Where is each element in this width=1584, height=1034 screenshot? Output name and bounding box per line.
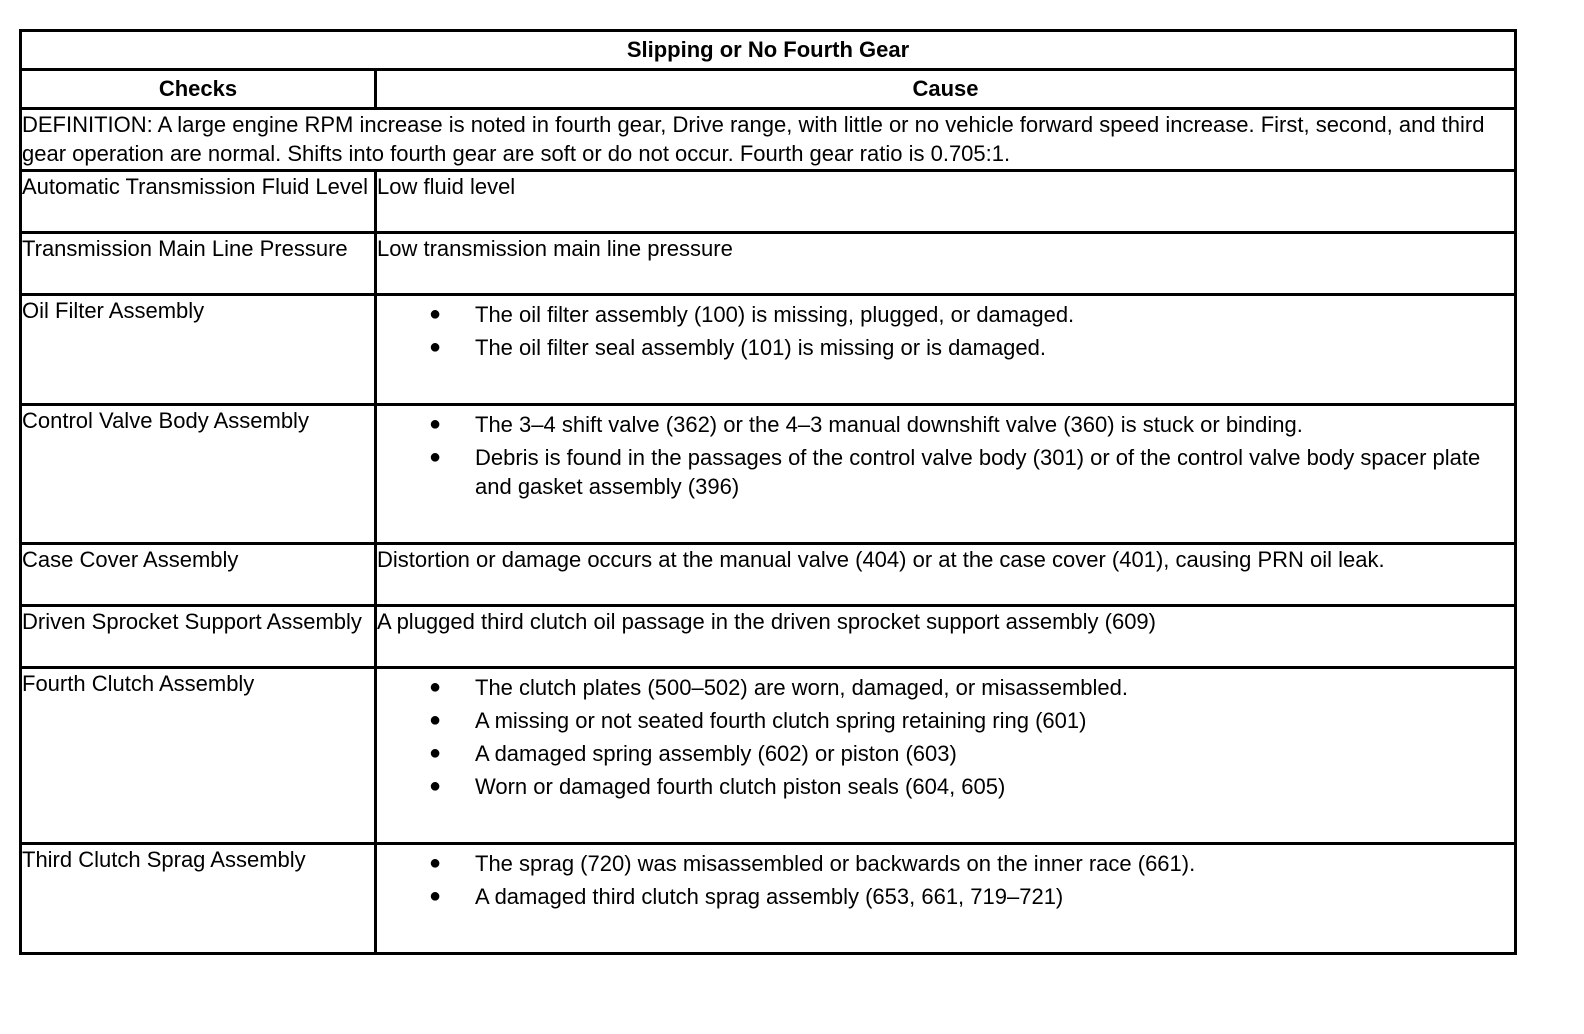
check-cell: Driven Sprocket Support Assembly <box>21 606 376 668</box>
check-cell: Control Valve Body Assembly <box>21 405 376 544</box>
table-row <box>21 295 1516 405</box>
table-row <box>21 171 1516 233</box>
definition-text: DEFINITION: A large engine RPM increase is noted in fourth gear, Drive range, with little or no vehicle forward speed increase. First, second, and third gear operation are normal. Shifts into fourth gear are soft or do not occur. Fourth gear ratio is 0.705:1. <box>21 109 1516 171</box>
table-row <box>21 668 1516 844</box>
bullet-text: The clutch plates (500–502) are worn, damaged, or misassembled. <box>475 675 1129 700</box>
list-item <box>377 882 1514 911</box>
list-item <box>377 443 1514 501</box>
table-row <box>21 405 1516 544</box>
bullet-icon: ● <box>429 742 442 764</box>
table-row <box>21 233 1516 295</box>
cause-cell <box>376 668 1516 844</box>
bullet-icon: ● <box>429 709 442 731</box>
check-cell: Oil Filter Assembly <box>21 295 376 405</box>
bullet-icon: ● <box>429 336 442 358</box>
bullet-text: The oil filter assembly (100) is missing, plugged, or damaged. <box>475 302 1075 327</box>
list-item <box>377 739 1514 768</box>
bullet-icon: ● <box>429 775 442 797</box>
cause-bullet-list <box>377 849 1514 911</box>
table-title: Slipping or No Fourth Gear <box>21 31 1516 70</box>
cause-cell: Low fluid level <box>376 171 1516 233</box>
column-header-checks: Checks <box>21 70 376 109</box>
column-header-cause: Cause <box>376 70 1516 109</box>
check-cell: Fourth Clutch Assembly <box>21 668 376 844</box>
bullet-text: The oil filter seal assembly (101) is missing or is damaged. <box>475 335 1047 360</box>
table-row <box>21 844 1516 954</box>
cause-cell <box>376 844 1516 954</box>
bullet-icon: ● <box>429 885 442 907</box>
bullet-text: The sprag (720) was misassembled or backwards on the inner race (661). <box>475 851 1196 876</box>
cause-cell: A plugged third clutch oil passage in the driven sprocket support assembly (609) <box>376 606 1516 668</box>
bullet-text: Debris is found in the passages of the control valve body (301) or of the control valve body spacer plate and gasket assembly (396) <box>475 445 1481 499</box>
cause-bullet-list <box>377 300 1514 362</box>
header-row <box>21 70 1516 109</box>
cause-cell <box>376 405 1516 544</box>
title-row <box>21 31 1516 70</box>
cause-bullet-list <box>377 410 1514 501</box>
bullet-icon: ● <box>429 676 442 698</box>
bullet-text: A damaged third clutch sprag assembly (653, 661, 719–721) <box>475 884 1064 909</box>
check-cell: Automatic Transmission Fluid Level <box>21 171 376 233</box>
check-cell: Transmission Main Line Pressure <box>21 233 376 295</box>
bullet-icon: ● <box>429 303 442 325</box>
list-item <box>377 300 1514 329</box>
table-row <box>21 606 1516 668</box>
check-cell: Case Cover Assembly <box>21 544 376 606</box>
bullet-text: A missing or not seated fourth clutch spring retaining ring (601) <box>475 708 1087 733</box>
cause-cell: Distortion or damage occurs at the manual valve (404) or at the case cover (401), causing PRN oil leak. <box>376 544 1516 606</box>
cause-cell: Low transmission main line pressure <box>376 233 1516 295</box>
bullet-icon: ● <box>429 413 442 435</box>
cause-cell <box>376 295 1516 405</box>
table-row <box>21 544 1516 606</box>
bullet-text: Worn or damaged fourth clutch piston seals (604, 605) <box>475 774 1006 799</box>
bullet-text: A damaged spring assembly (602) or piston (603) <box>475 741 957 766</box>
cause-bullet-list <box>377 673 1514 801</box>
list-item <box>377 333 1514 362</box>
list-item <box>377 673 1514 702</box>
list-item <box>377 706 1514 735</box>
bullet-icon: ● <box>429 446 442 468</box>
check-cell: Third Clutch Sprag Assembly <box>21 844 376 954</box>
diagnostic-table <box>19 29 1517 955</box>
bullet-icon: ● <box>429 852 442 874</box>
list-item <box>377 849 1514 878</box>
bullet-text: The 3–4 shift valve (362) or the 4–3 manual downshift valve (360) is stuck or binding. <box>475 412 1303 437</box>
list-item <box>377 410 1514 439</box>
list-item <box>377 772 1514 801</box>
definition-row <box>21 109 1516 171</box>
